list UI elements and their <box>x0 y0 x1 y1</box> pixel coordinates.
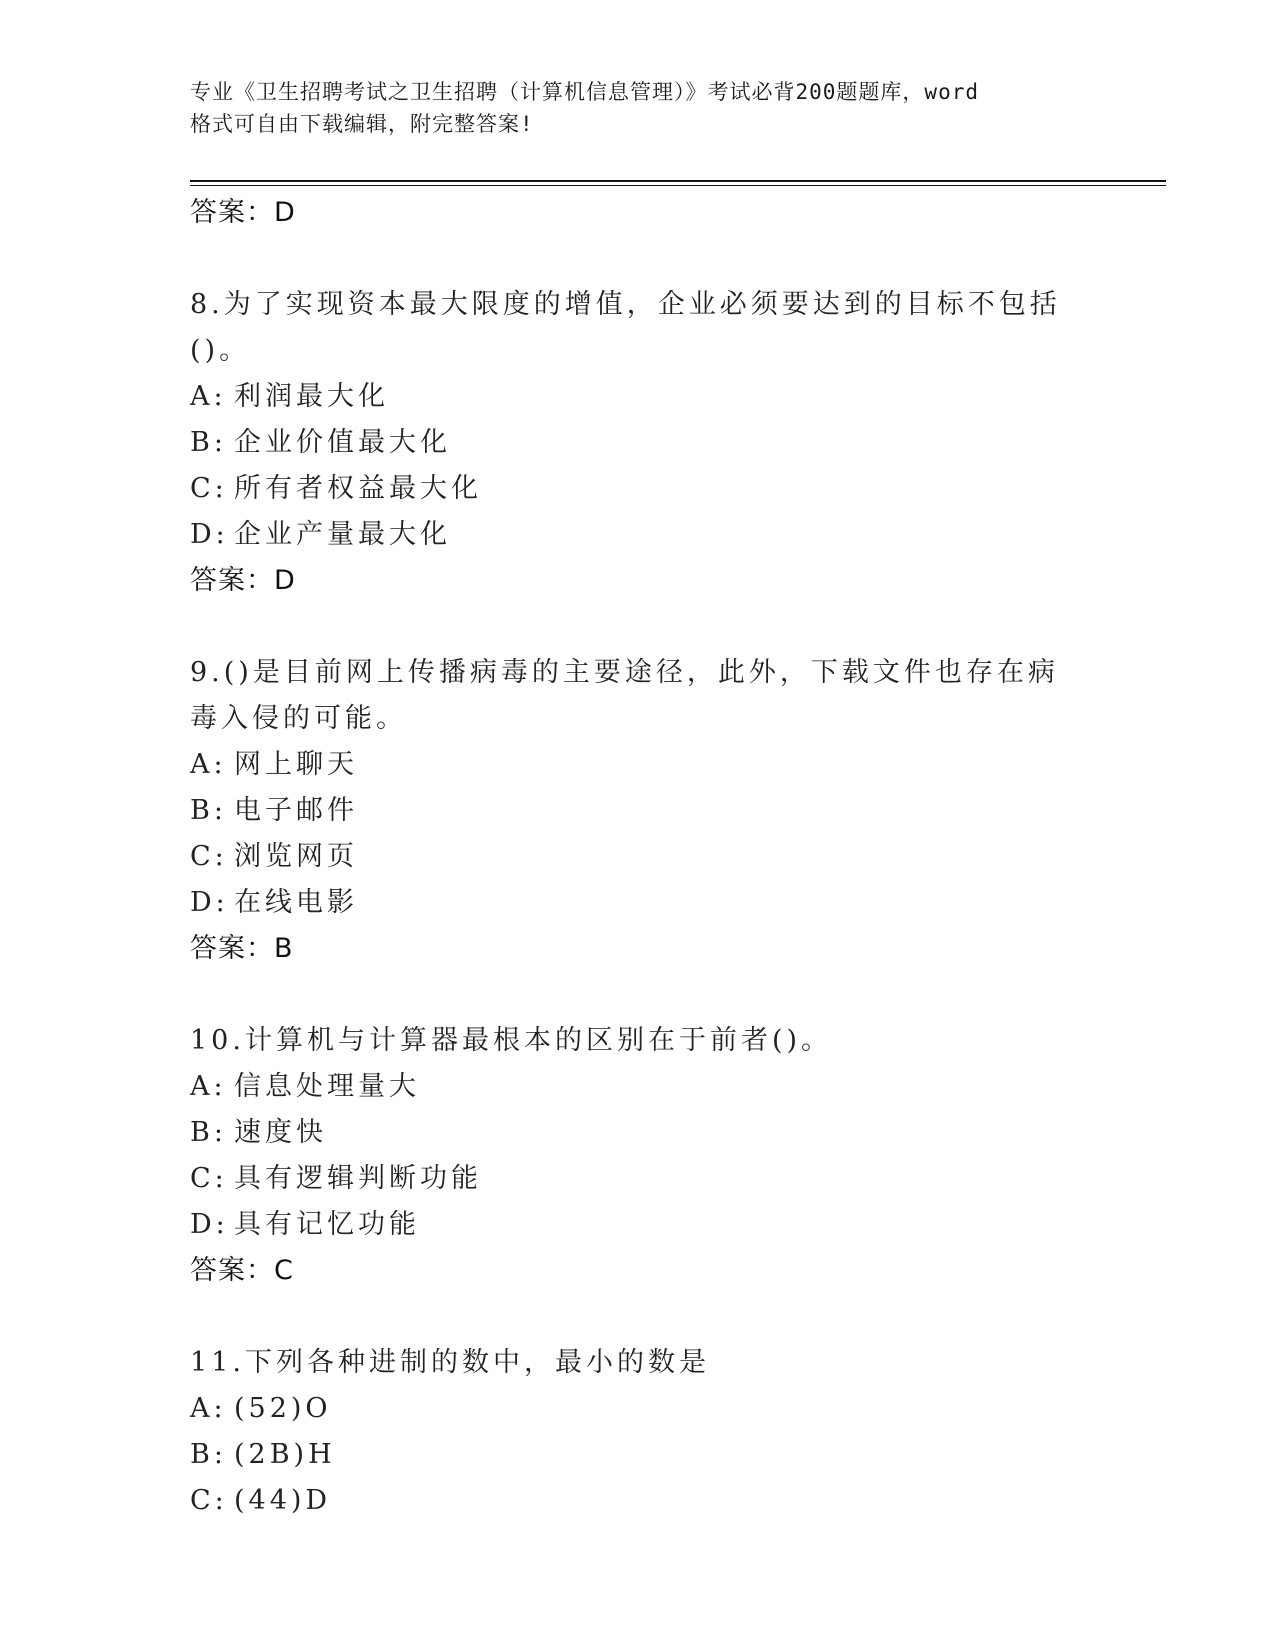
question-block <box>190 650 1090 972</box>
document-header <box>190 76 1090 140</box>
question-text: 8.为了实现资本最大限度的增值，企业必须要达到的目标不包括()。 <box>190 289 1061 366</box>
header-rule-thin <box>190 185 1166 186</box>
option-key: A: <box>190 1071 227 1102</box>
answer-option <box>190 1064 1090 1110</box>
question-text: 9.()是目前网上传播病毒的主要途径，此外，下载文件也存在病毒入侵的可能。 <box>190 657 1059 734</box>
option-text: 具有逻辑判断功能 <box>234 1163 482 1194</box>
answer-line: 答案：D <box>190 565 296 596</box>
question-list <box>190 190 1090 1524</box>
option-key: B: <box>190 795 227 826</box>
option-key: C: <box>190 841 228 872</box>
option-text: (2B)H <box>234 1439 336 1470</box>
option-key: D: <box>190 1209 229 1240</box>
option-key: D: <box>190 887 229 918</box>
option-text: 企业价值最大化 <box>234 427 451 458</box>
option-key: C: <box>190 1163 228 1194</box>
option-key: A: <box>190 749 227 780</box>
option-key: C: <box>190 473 228 504</box>
header-line-2: 格式可自由下载编辑，附完整答案! <box>190 112 534 136</box>
option-key: B: <box>190 1439 227 1470</box>
answer-option <box>190 1110 1090 1156</box>
question-text: 10.计算机与计算器最根本的区别在于前者()。 <box>190 1025 833 1056</box>
answer-line: 答案：D <box>190 197 296 228</box>
option-text: 电子邮件 <box>234 795 358 826</box>
option-text: (44)D <box>234 1485 332 1516</box>
answer-option <box>190 1386 1090 1432</box>
option-text: 速度快 <box>234 1117 327 1148</box>
option-text: 企业产量最大化 <box>234 519 451 550</box>
answer-option <box>190 1202 1090 1248</box>
answer-option <box>190 512 1090 558</box>
answer-line: 答案：C <box>190 1255 294 1286</box>
option-key: D: <box>190 519 229 550</box>
answer-option <box>190 420 1090 466</box>
header-line-1: 专业《卫生招聘考试之卫生招聘（计算机信息管理）》考试必背200题题库，word <box>190 80 979 104</box>
question-block <box>190 1018 1090 1294</box>
answer-option <box>190 788 1090 834</box>
answer-option <box>190 466 1090 512</box>
answer-line: 答案：B <box>190 933 294 964</box>
option-key: B: <box>190 427 227 458</box>
option-text: 在线电影 <box>234 887 358 918</box>
answer-option <box>190 880 1090 926</box>
answer-option <box>190 742 1090 788</box>
header-rule-thick <box>190 180 1166 182</box>
option-key: C: <box>190 1485 228 1516</box>
option-text: 网上聊天 <box>234 749 358 780</box>
answer-option <box>190 1478 1090 1524</box>
option-key: A: <box>190 381 227 412</box>
answer-option <box>190 374 1090 420</box>
option-key: A: <box>190 1393 227 1424</box>
option-key: B: <box>190 1117 227 1148</box>
answer-option <box>190 834 1090 880</box>
question-block <box>190 1340 1090 1524</box>
option-text: 利润最大化 <box>234 381 389 412</box>
option-text: 所有者权益最大化 <box>234 473 482 504</box>
question-block <box>190 282 1090 604</box>
option-text: 浏览网页 <box>234 841 358 872</box>
answer-option <box>190 1432 1090 1478</box>
answer-option <box>190 1156 1090 1202</box>
option-text: (52)O <box>234 1393 332 1424</box>
option-text: 信息处理量大 <box>234 1071 420 1102</box>
question-text: 11.下列各种进制的数中，最小的数是 <box>190 1347 710 1378</box>
option-text: 具有记忆功能 <box>234 1209 420 1240</box>
